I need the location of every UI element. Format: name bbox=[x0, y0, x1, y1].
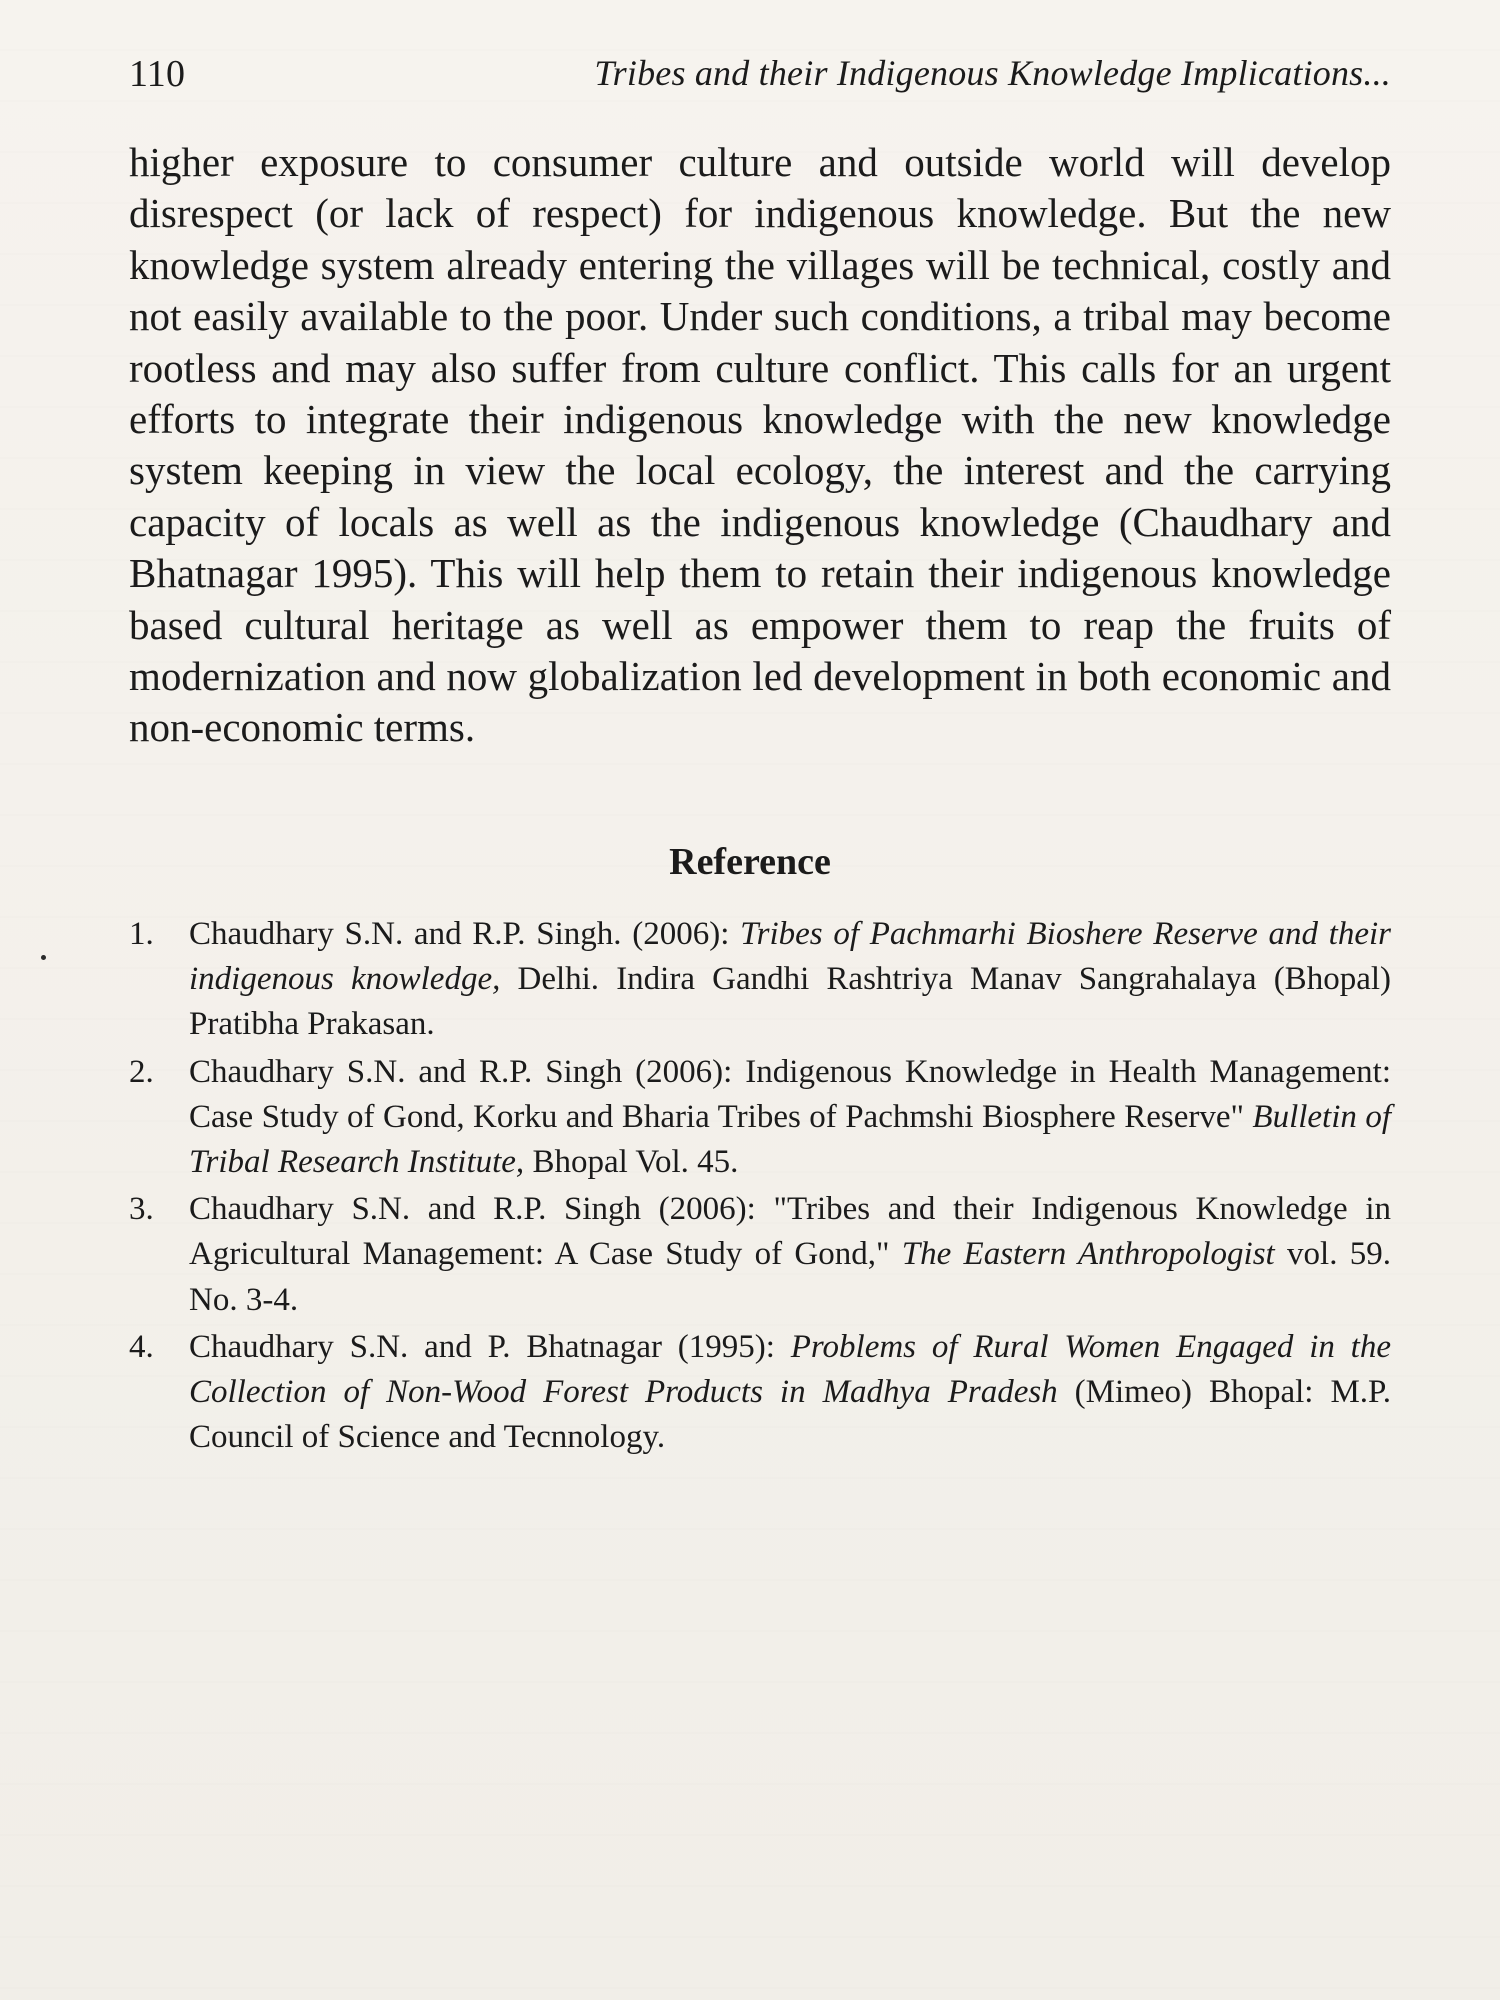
running-title: Tribes and their Indigenous Knowledge Implications... bbox=[594, 53, 1391, 93]
reference-title: Tribes of Pachmarhi Bioshere Reserve and their indigenous knowledge, bbox=[189, 916, 1391, 998]
reference-item bbox=[129, 1050, 1391, 1186]
reference-number: 3. bbox=[129, 1191, 154, 1228]
reference-publication: Delhi. Indira Gandhi Rashtriya Manav Sangrahalaya (Bhopal) Pratibha Prakasan. bbox=[189, 961, 1391, 1043]
page-number: 110 bbox=[129, 53, 186, 95]
reference-item bbox=[129, 1187, 1391, 1323]
reference-text: Chaudhary S.N. and P. Bhatnagar (1995): bbox=[189, 1328, 791, 1365]
reference-text: Chaudhary S.N. and R.P. Singh (2006): "Tribes and their Indigenous Knowledge in Agricultural Management: A Case Study of Gond," bbox=[189, 1191, 1391, 1273]
reference-text: Chaudhary S.N. and R.P. Singh. (2006): bbox=[189, 916, 741, 952]
reference-number: 1. bbox=[129, 916, 154, 952]
reference-title: The Eastern Anthropologist bbox=[901, 1236, 1275, 1273]
margin-dot bbox=[41, 955, 46, 960]
reference-number: 4. bbox=[129, 1328, 154, 1365]
reference-heading: Reference bbox=[669, 841, 831, 883]
reference-number: 2. bbox=[129, 1053, 154, 1090]
reference-title: Problems of Rural Women Engaged in the Collection of Non-Wood Forest Products in Madhya Pradesh bbox=[189, 1328, 1391, 1411]
reference-item bbox=[129, 1325, 1391, 1461]
running-head bbox=[129, 52, 1391, 100]
reference-text: Chaudhary S.N. and R.P. Singh (2006): Indigenous Knowledge in Health Management: Case Study of Gond, Korku and Bharia Tribes of Pachmshi Biosphere Reserve" bbox=[189, 1053, 1391, 1135]
reference-publication: (Mimeo) Bhopal: M.P. Council of Science and Tecnnology. bbox=[189, 1374, 1391, 1456]
reference-publication: Bhopal Vol. 45. bbox=[524, 1144, 739, 1181]
reference-list bbox=[129, 912, 1391, 1462]
reference-title: Bulletin of Tribal Research Institute, bbox=[189, 1098, 1391, 1181]
reference-publication: vol. 59. No. 3-4. bbox=[189, 1236, 1391, 1318]
body-paragraph: higher exposure to consumer culture and outside world will develop disrespect (or lack of respect) for indigenous knowledge. But the new knowledge system already entering the villages will be technical, costly and not easily available to the poor. Under such conditions, a tribal may become rootless and may also suffer from culture conflict. This calls for an urgent efforts to integrate their indigenous knowledge with the new knowledge system keeping in view the local ecology, the interest and the carrying capacity of locals as well as the indigenous knowledge (Chaudhary and Bhatnagar 1995). This will help them to retain their indigenous knowledge based cultural heritage as well as empower them to reap the fruits of modernization and now globalization led development in both economic and non-economic terms. bbox=[129, 139, 1391, 751]
reference-item bbox=[129, 912, 1391, 1048]
